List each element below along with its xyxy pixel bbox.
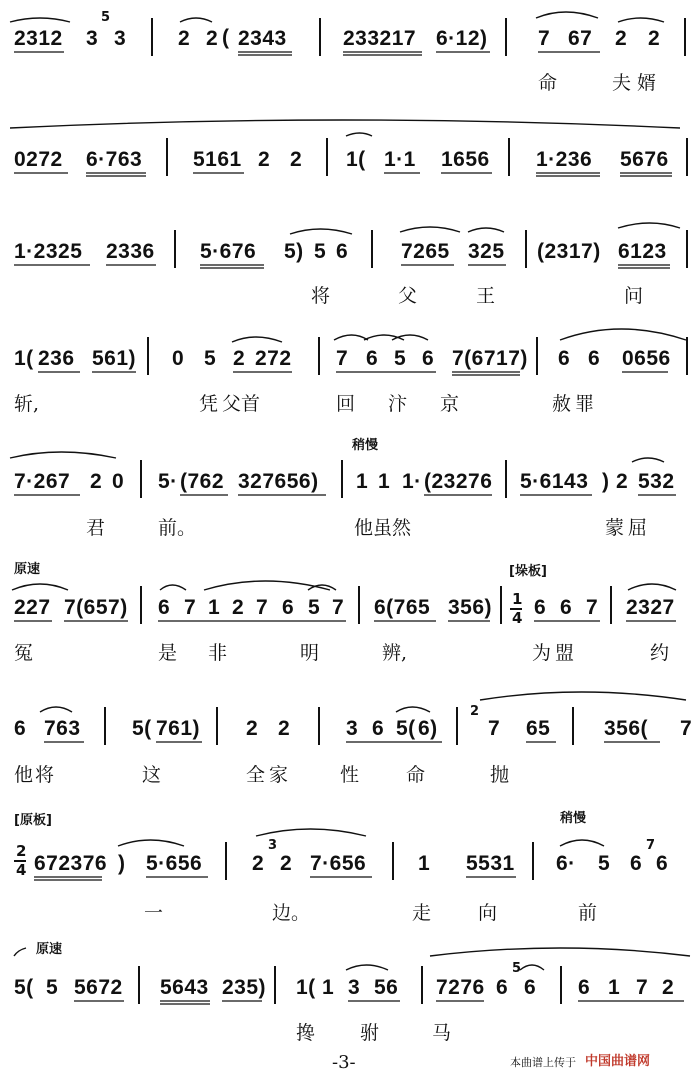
barline <box>610 586 612 624</box>
lyric: 王 <box>476 285 496 307</box>
note-group: 6·763 <box>86 148 143 171</box>
page-number: -3- <box>332 1052 356 1073</box>
note-group: 5 <box>394 347 407 370</box>
note-group: 5( <box>396 717 416 740</box>
note-group: 5( <box>132 717 152 740</box>
note-group: 3 <box>346 717 359 740</box>
note-group: 5 <box>204 347 217 370</box>
note-group: 2312 <box>14 27 63 50</box>
time-signature-bottom: 4 <box>16 861 27 879</box>
tempo-marking: [垛板] <box>509 564 547 579</box>
barline <box>318 707 320 745</box>
note-group: 65 <box>526 717 551 740</box>
barline <box>319 18 321 56</box>
note-group: 2 <box>232 596 245 619</box>
lyric: 抛 <box>490 764 510 786</box>
note-group: 2 <box>90 470 103 493</box>
note-group: 672376 <box>34 852 108 875</box>
note-group: 0 <box>172 347 185 370</box>
note-group: 325 <box>468 240 505 263</box>
note-group: 235) <box>222 976 267 999</box>
note-group: 67 <box>568 27 593 50</box>
note-group: 6· <box>556 852 576 875</box>
barline <box>371 230 373 268</box>
lyric: 他将 <box>14 764 57 786</box>
note-group: 7 <box>586 596 599 619</box>
lyric: 性 <box>340 764 360 786</box>
barline <box>686 337 688 375</box>
note-group: 7·656 <box>310 852 367 875</box>
note-group: 56 <box>374 976 399 999</box>
lyric: 这 <box>142 764 162 786</box>
note-group: 6) <box>418 717 438 740</box>
note-group: 6(765 <box>374 596 431 619</box>
note-group: 5·6143 <box>520 470 589 493</box>
note-group: 2 <box>278 717 291 740</box>
note-group: 1·1 <box>384 148 416 171</box>
note-group: 7 <box>636 976 649 999</box>
note-group: 233217 <box>343 27 417 50</box>
note-group: 356) <box>448 596 493 619</box>
lyric: 命 <box>538 72 558 94</box>
lyric: 父 <box>398 285 418 307</box>
note-group: 1656 <box>441 148 490 171</box>
note-group: 6 <box>524 976 537 999</box>
note-group: 5 <box>46 976 59 999</box>
note-group: 6 <box>422 347 435 370</box>
note-group: 2 <box>206 27 219 50</box>
note-group: 6 <box>558 347 571 370</box>
note-group: 6 <box>14 717 27 740</box>
lyric: 京 <box>440 393 460 415</box>
note-group: 1 <box>418 852 431 875</box>
note-group: 1( <box>346 148 366 171</box>
note-group: 7 <box>680 717 693 740</box>
note-group: 0 <box>112 470 125 493</box>
note-group: 5531 <box>466 852 515 875</box>
note-group: 2343 <box>238 27 287 50</box>
note-group: 1· <box>402 470 422 493</box>
barline <box>216 707 218 745</box>
note-group: 6 <box>588 347 601 370</box>
note-group: 7276 <box>436 976 485 999</box>
note-group: 7 <box>256 596 269 619</box>
barline <box>147 337 149 375</box>
note-group: 2 <box>616 470 629 493</box>
lyric: 全家 <box>246 764 293 786</box>
note-group: 7 <box>336 347 349 370</box>
note-group: 6 <box>158 596 171 619</box>
lyric: 夫婿 <box>612 72 663 94</box>
time-signature-top: 1 <box>512 590 523 608</box>
note-group: 356( <box>604 717 649 740</box>
note-group: 763 <box>44 717 81 740</box>
note-group: (2317) <box>537 240 601 263</box>
lyric: 将 <box>311 285 331 307</box>
note-group: 2336 <box>106 240 155 263</box>
note-group: 6·12) <box>436 27 488 50</box>
lyric: 汴 <box>388 393 408 415</box>
lyric: 边。 <box>272 902 311 924</box>
barline <box>151 18 153 56</box>
barline <box>686 230 688 268</box>
barline <box>138 966 140 1004</box>
lyric: 他虽然 <box>354 517 412 539</box>
note-group: 7265 <box>401 240 450 263</box>
note-group: 2 <box>246 717 259 740</box>
barline <box>326 138 328 176</box>
barline <box>500 586 502 624</box>
lyric: 问 <box>624 285 644 307</box>
footer-upload-text: 本曲谱上传于 <box>510 1056 576 1069</box>
note-group: 532 <box>638 470 675 493</box>
lyric: 前。 <box>158 517 197 539</box>
barline <box>508 138 510 176</box>
note-group: 3 <box>348 976 361 999</box>
note-group: (23276 <box>424 470 493 493</box>
note-group: 6 <box>560 596 573 619</box>
barline <box>560 966 562 1004</box>
note-group: 2 <box>290 148 303 171</box>
note-group: 5·676 <box>200 240 257 263</box>
time-signature-top: 2 <box>16 842 27 860</box>
barline <box>505 460 507 498</box>
barline <box>684 18 686 56</box>
lyric: 一 <box>144 902 164 924</box>
note-group: 7 <box>538 27 551 50</box>
note-group: 6 <box>534 596 547 619</box>
note-group: ) <box>602 470 610 493</box>
note-group: 6 <box>366 347 379 370</box>
note-group: 7 <box>184 596 197 619</box>
note-group: 5676 <box>620 148 669 171</box>
lyric: 非 <box>208 642 228 664</box>
barline <box>392 842 394 880</box>
note-group: 1 <box>356 470 369 493</box>
tempo-marking: 稍慢 <box>560 811 587 826</box>
note-group: 7 <box>488 717 501 740</box>
lyric: 冤 <box>14 642 34 664</box>
note-group: 2327 <box>626 596 675 619</box>
lyric: 辨, <box>382 642 408 664</box>
grace-note: 2 <box>470 704 480 719</box>
note-group: 2 <box>178 27 191 50</box>
note-group: 1·236 <box>536 148 593 171</box>
note-group: 761) <box>156 717 201 740</box>
barline <box>174 230 176 268</box>
note-group: ) <box>118 852 126 875</box>
tempo-marking: [原板] <box>14 813 52 828</box>
note-group: 6 <box>630 852 643 875</box>
lyric: 赦罪 <box>552 393 599 415</box>
note-group: 561) <box>92 347 137 370</box>
barline <box>140 586 142 624</box>
note-group: 0272 <box>14 148 63 171</box>
lyric: 凭 <box>199 393 219 415</box>
note-group: 6 <box>282 596 295 619</box>
note-group: 236 <box>38 347 75 370</box>
note-group: 5161 <box>193 148 242 171</box>
grace-note: 7 <box>646 838 656 853</box>
note-group: 1·2325 <box>14 240 83 263</box>
tempo-marking: 原速 <box>36 942 63 957</box>
grace-note: 5 <box>101 10 111 25</box>
note-group: 1 <box>608 976 621 999</box>
lyric: 君 <box>86 517 106 539</box>
lyric: 驸 <box>360 1022 380 1044</box>
note-group: ( <box>222 26 230 49</box>
lyric: 是 <box>158 642 178 664</box>
note-group: 6 <box>372 717 385 740</box>
barline <box>166 138 168 176</box>
lyric: 向 <box>478 902 498 924</box>
lyric: 父首 <box>222 393 261 415</box>
note-group: 6 <box>336 240 349 263</box>
barline <box>140 460 142 498</box>
barline <box>104 707 106 745</box>
note-group: 5) <box>284 240 304 263</box>
lyric: 斩, <box>14 393 40 415</box>
tempo-marking: 稍慢 <box>352 438 379 453</box>
note-group: 1 <box>208 596 221 619</box>
note-group: 327656) <box>238 470 319 493</box>
lyric: 明 <box>300 642 320 664</box>
site-logo[interactable]: 中国曲谱网 <box>585 1054 651 1069</box>
note-group: 5 <box>308 596 321 619</box>
note-group: 7(657) <box>64 596 128 619</box>
note-group: 227 <box>14 596 51 619</box>
barline <box>318 337 320 375</box>
note-group: 1( <box>14 347 34 370</box>
time-signature-bottom: 4 <box>512 609 523 627</box>
barline <box>341 460 343 498</box>
barline <box>456 707 458 745</box>
note-group: 2 <box>280 852 293 875</box>
barline <box>505 18 507 56</box>
barline <box>532 842 534 880</box>
barline <box>358 586 360 624</box>
note-group: 7(6717) <box>452 347 528 370</box>
note-group: 6123 <box>618 240 667 263</box>
note-group: (762 <box>180 470 225 493</box>
grace-note: 5 <box>512 961 522 976</box>
lyric: 走 <box>412 902 432 924</box>
note-group: 6 <box>578 976 591 999</box>
note-group: 3 <box>114 27 127 50</box>
lyric: 为盟 <box>532 642 579 664</box>
barline <box>536 337 538 375</box>
grace-note: 3 <box>268 838 278 853</box>
note-group: 5( <box>14 976 34 999</box>
barline <box>525 230 527 268</box>
note-group: 2 <box>648 27 661 50</box>
note-group: 1 <box>322 976 335 999</box>
lyric: 马 <box>432 1022 452 1044</box>
note-group: 272 <box>255 347 292 370</box>
note-group: 6 <box>656 852 669 875</box>
note-group: 3 <box>86 27 99 50</box>
note-group: 7·267 <box>14 470 71 493</box>
note-group: 6 <box>496 976 509 999</box>
note-group: 5643 <box>160 976 209 999</box>
note-group: 5· <box>158 470 178 493</box>
barline <box>686 138 688 176</box>
tempo-marking: 原速 <box>14 562 41 577</box>
note-group: 5 <box>598 852 611 875</box>
note-group: 2 <box>233 347 246 370</box>
note-group: 2 <box>615 27 628 50</box>
lyric: 约 <box>650 642 670 664</box>
barline <box>421 966 423 1004</box>
note-group: 0656 <box>622 347 671 370</box>
barline <box>225 842 227 880</box>
note-group: 1 <box>378 470 391 493</box>
note-group: 7 <box>332 596 345 619</box>
note-group: 2 <box>662 976 675 999</box>
note-group: 2 <box>258 148 271 171</box>
note-group: 5 <box>314 240 327 263</box>
lyric: 回 <box>336 393 356 415</box>
note-group: 1( <box>296 976 316 999</box>
lyric: 蒙屈 <box>605 517 652 539</box>
barline <box>274 966 276 1004</box>
lyric: 命 <box>406 764 426 786</box>
barline <box>572 707 574 745</box>
note-group: 5672 <box>74 976 123 999</box>
note-group: 2 <box>252 852 265 875</box>
note-group: 5·656 <box>146 852 203 875</box>
lyric: 搀 <box>296 1022 316 1044</box>
lyric: 前 <box>578 902 598 924</box>
